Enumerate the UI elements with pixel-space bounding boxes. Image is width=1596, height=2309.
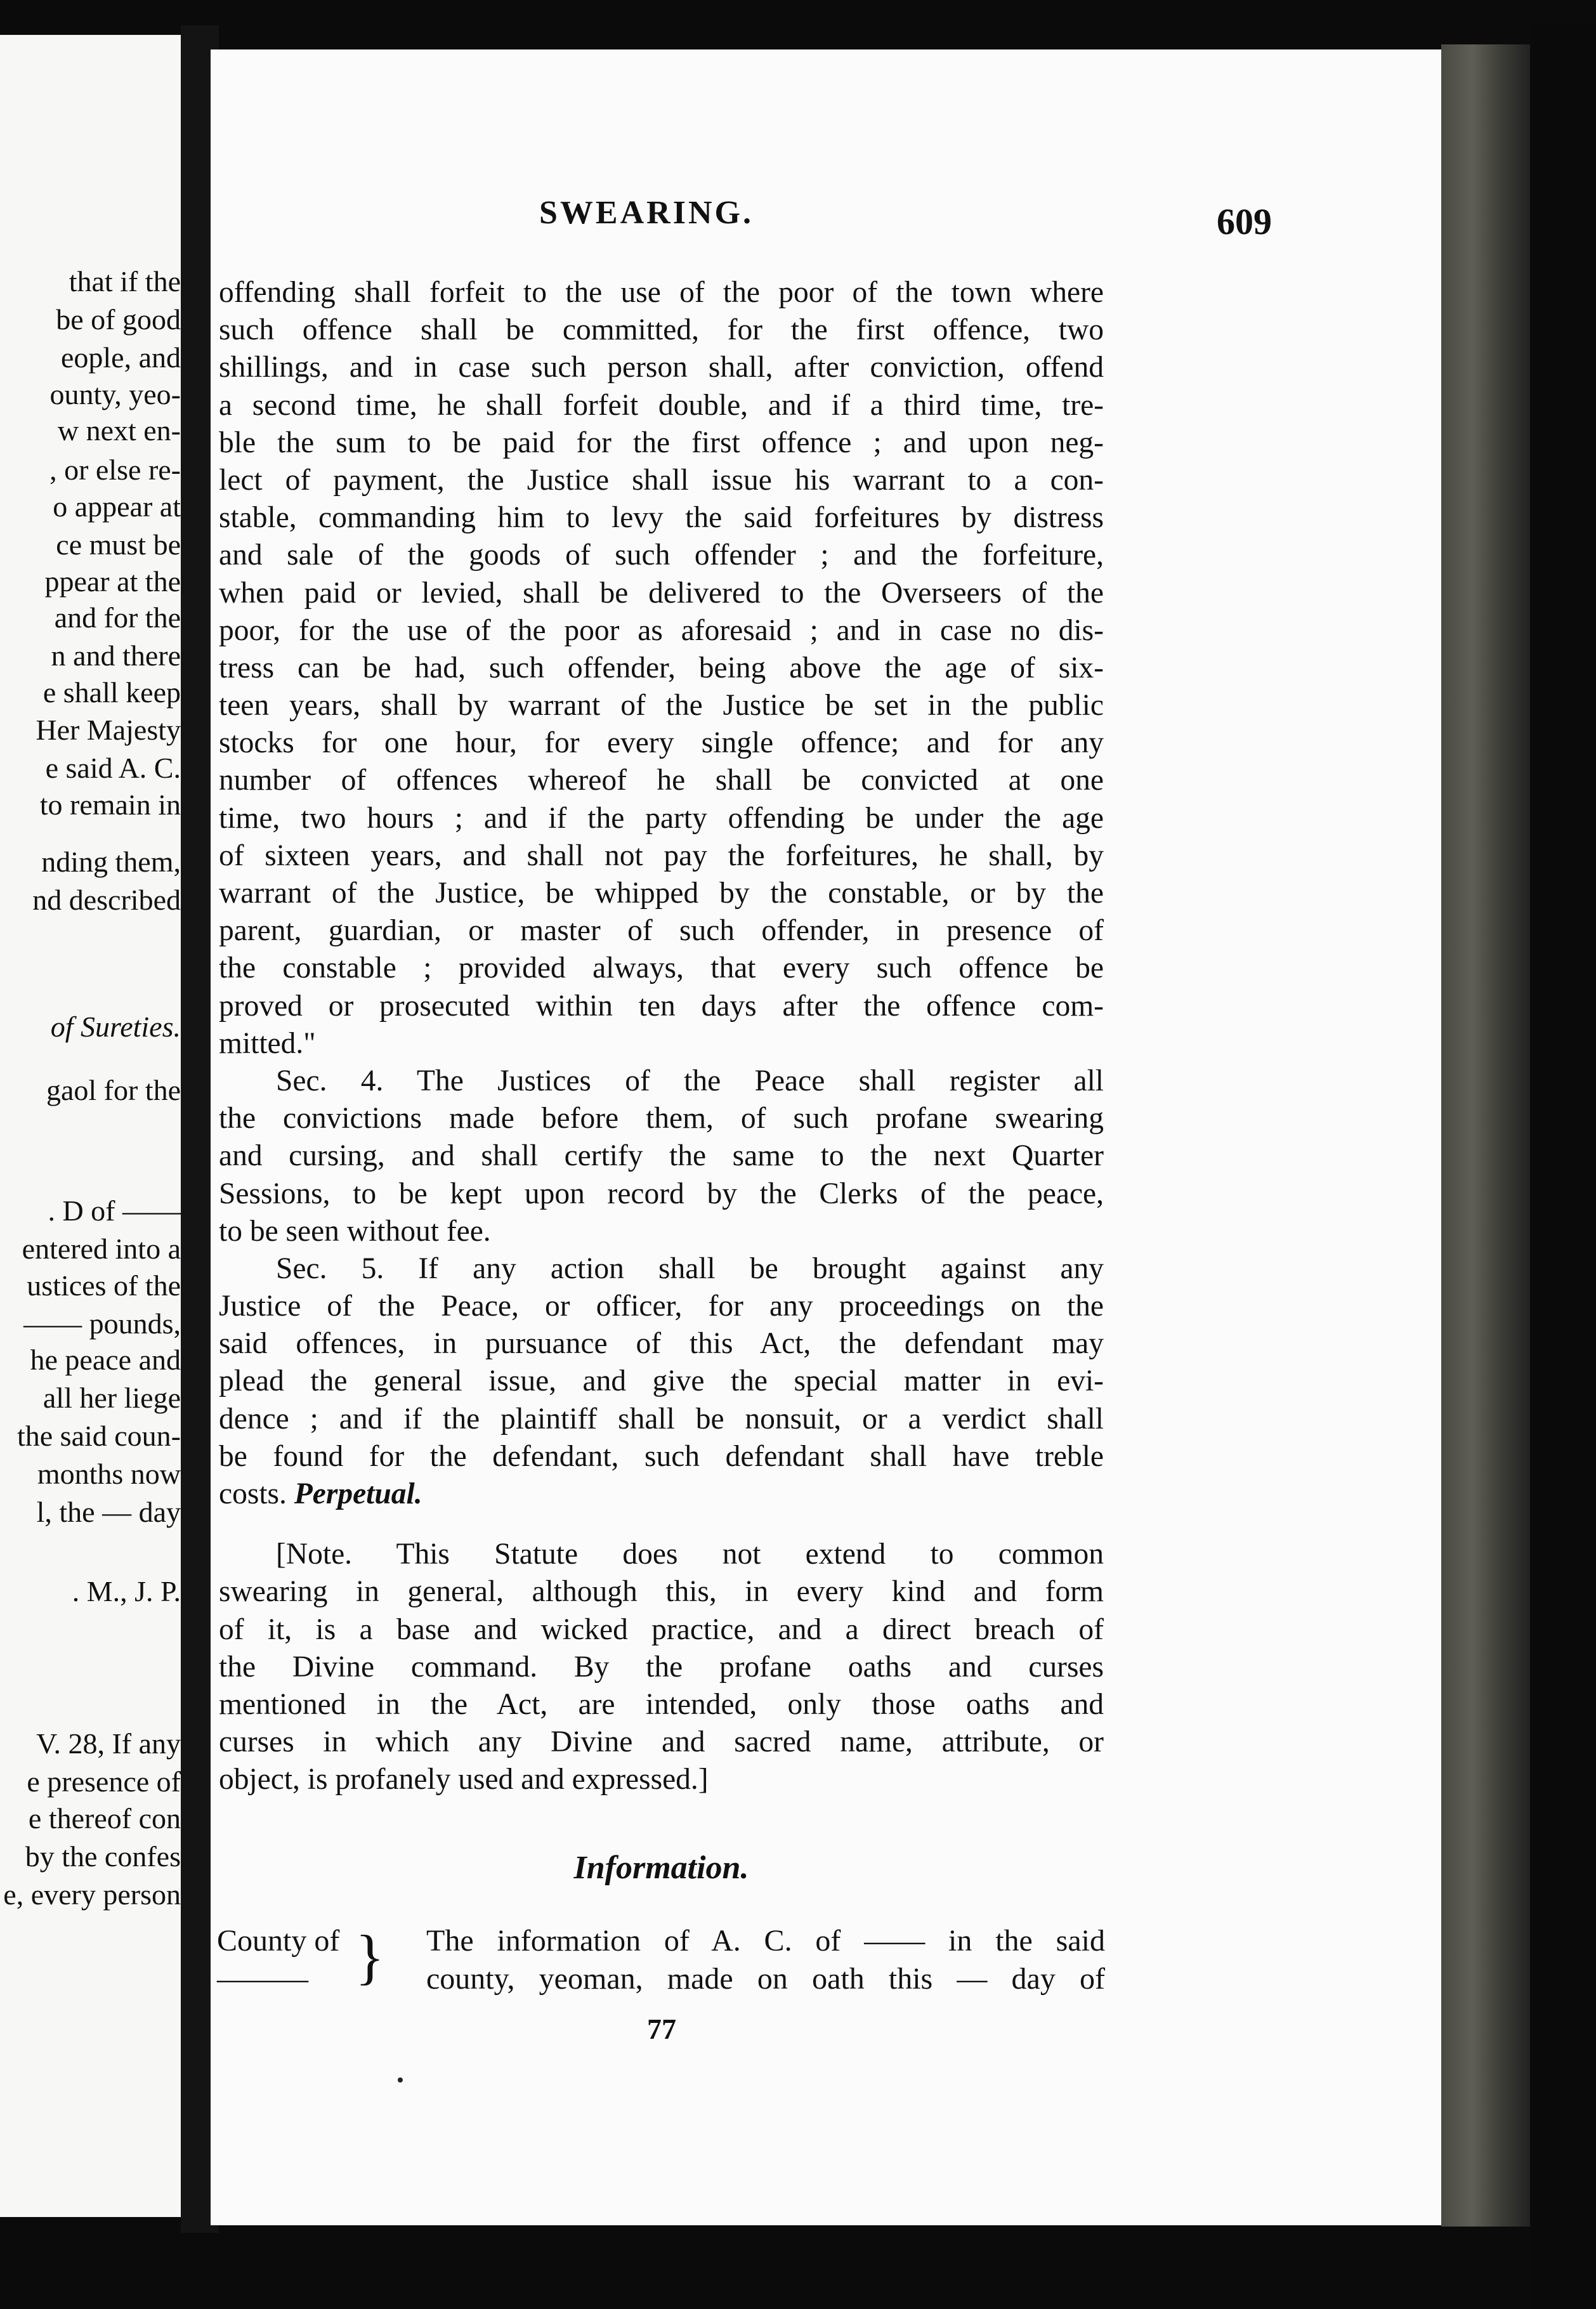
signature-mark: 77 [647,2013,676,2045]
text-line: when paid or levied, shall be delivered to the Overseers of the [219,576,1104,610]
note-paragraph [219,1536,1104,1798]
text-line: said offences, in pursuance of this Act, the defendant may [219,1327,1104,1361]
left-page-line: V. 28, If any [36,1727,181,1760]
left-page-line: o appear at [53,490,181,523]
ink-speck [398,2077,403,2083]
text-line: and cursing, and shall certify the same to the next Quarter [219,1139,1104,1173]
text-line: dence ; and if the plaintiff shall be nonsuit, or a verdict shall [219,1402,1104,1436]
left-page-line: the said coun- [16,1420,181,1452]
text-line: of sixteen years, and shall not pay the forfeitures, he shall, by [219,839,1104,872]
text-line: such offence shall be committed, for the first offence, two [219,313,1104,347]
page-number: 609 [1217,201,1272,242]
text-line: a second time, he shall forfeit double, and if a third time, tre- [219,388,1104,422]
text-line: be found for the defendant, such defendant shall have treble [219,1439,1104,1473]
left-page-line: —— pounds, [23,1307,181,1340]
text-line: poor, for the use of the poor as aforesaid ; and in case no dis- [219,613,1104,647]
left-page-line: w next en- [57,414,181,447]
text-line: the convictions made before them, of such profane swearing [219,1102,1104,1135]
text-line: the Divine command. By the profane oaths and curses [219,1650,1104,1684]
left-page-line: gaol for the [46,1074,181,1106]
text-line: mitted." [219,1026,316,1060]
left-page-line: months now [37,1458,181,1490]
left-page-line: Her Majesty [36,714,181,746]
left-page-line: that if the [69,265,181,298]
text-line: mentioned in the Act, are intended, only those oaths and [219,1687,1104,1721]
text-line: proved or prosecuted within ten days after the offence com- [219,989,1104,1023]
text-line: of it, is a base and wicked practice, and a direct breach of [219,1612,1104,1646]
text-line: Sec. 5. If any action shall be brought against any [276,1252,1104,1285]
text-line: number of offences whereof he shall be convicted at one [219,764,1104,797]
left-page-line: . D of —— [48,1194,181,1227]
left-page-fragment [0,35,181,2217]
left-page-line: eople, and [60,341,181,374]
text-line: parent, guardian, or master of such offender, in presence of [219,914,1104,948]
brace-glyph: } [355,1923,385,1991]
text-line: curses in which any Divine and sacred name, attribute, or [219,1725,1104,1759]
left-page-line: be of good [56,303,181,336]
text-line: to be seen without fee. [219,1214,491,1248]
text-line: offending shall forfeit to the use of the poor of the town where [219,276,1104,309]
left-page-line: e thereof con [28,1802,181,1835]
text-line: shillings, and in case such person shall, after conviction, offend [219,351,1104,384]
text-line: Justice of the Peace, or officer, for any proceedings on the [219,1290,1104,1323]
left-page-line: e presence of [27,1765,181,1798]
left-page-line: ounty, yeo- [49,378,181,410]
text-line: Sessions, to be kept upon record by the Clerks of the peace, [219,1177,1104,1210]
left-page-line: of Sureties. [50,1011,181,1043]
text-line: county, yeoman, made on oath this — day of [426,1962,1105,1996]
left-page-line: he peace and [30,1344,181,1376]
text-line: plead the general issue, and give the special matter in evi- [219,1364,1104,1398]
text-line: object, is profanely used and expressed.] [219,1763,709,1796]
text-line: stable, commanding him to levy the said forfeitures by distress [219,501,1104,535]
text-line: tress can be had, such offender, being above the age of six- [219,651,1104,684]
information-text [426,1922,1105,1998]
information-form [217,1922,1105,2011]
text-line: warrant of the Justice, be whipped by the constable, or by the [219,877,1104,910]
left-page-line: ppear at the [44,565,181,598]
left-page-line: , or else re- [49,454,181,486]
running-head: SWEARING. [539,195,754,231]
left-page-line: and for the [54,601,181,634]
scan-border [1530,25,1596,2309]
left-page-line: entered into a [22,1233,181,1265]
body-text [219,274,1104,1799]
text-line: lect of payment, the Justice shall issue his warrant to a con- [219,463,1104,497]
text-line: the constable ; provided always, that every such offence be [219,952,1104,985]
left-page-line: to remain in [39,788,181,821]
text-line: [Note. This Statute does not extend to common [276,1538,1104,1571]
text-line: time, two hours ; and if the party offending be under the age [219,801,1104,835]
county-label [217,1922,356,1998]
left-page-line: e shall keep [43,676,181,709]
text-line: teen years, shall by warrant of the Justice be set in the public [219,689,1104,723]
section-4-paragraph [219,1063,1104,1250]
text-line: stocks for one hour, for every single offence; and for any [219,726,1104,760]
left-page-line: ce must be [56,528,181,561]
section-5-last-line [219,1475,1104,1513]
text-line: The information of A. C. of —— in the said [426,1924,1105,1958]
county-blank: ——— [217,1962,308,1996]
left-page-line: n and there [51,639,181,672]
left-page-line: nding them, [41,846,181,878]
text-line: ble the sum to be paid for the first offence ; and upon neg- [219,426,1104,459]
left-page-line: all her liege [43,1382,181,1414]
perpetual-label: Perpetual. [294,1477,422,1510]
text-line: Sec. 4. The Justices of the Peace shall register all [276,1064,1104,1097]
costs-word: costs. [219,1477,287,1510]
left-page-line: ustices of the [27,1269,181,1302]
left-page-line: l, the — day [36,1496,181,1528]
left-page-line: . M., J. P. [72,1575,181,1607]
information-heading: Information. [573,1850,749,1886]
left-page-line: e, every person [3,1878,181,1911]
page-edge-shadow [1441,44,1530,2227]
left-page-line: by the confes [25,1840,181,1873]
left-page-line: nd described [32,884,181,916]
county-of-label: County of [217,1924,340,1958]
continuation-paragraph [219,274,1104,1063]
section-5-paragraph [219,1250,1104,1475]
left-page-line: e said A. C. [45,752,181,784]
text-line: swearing in general, although this, in every kind and form [219,1575,1104,1609]
text-line: and sale of the goods of such offender ; and the forfeiture, [219,539,1104,572]
